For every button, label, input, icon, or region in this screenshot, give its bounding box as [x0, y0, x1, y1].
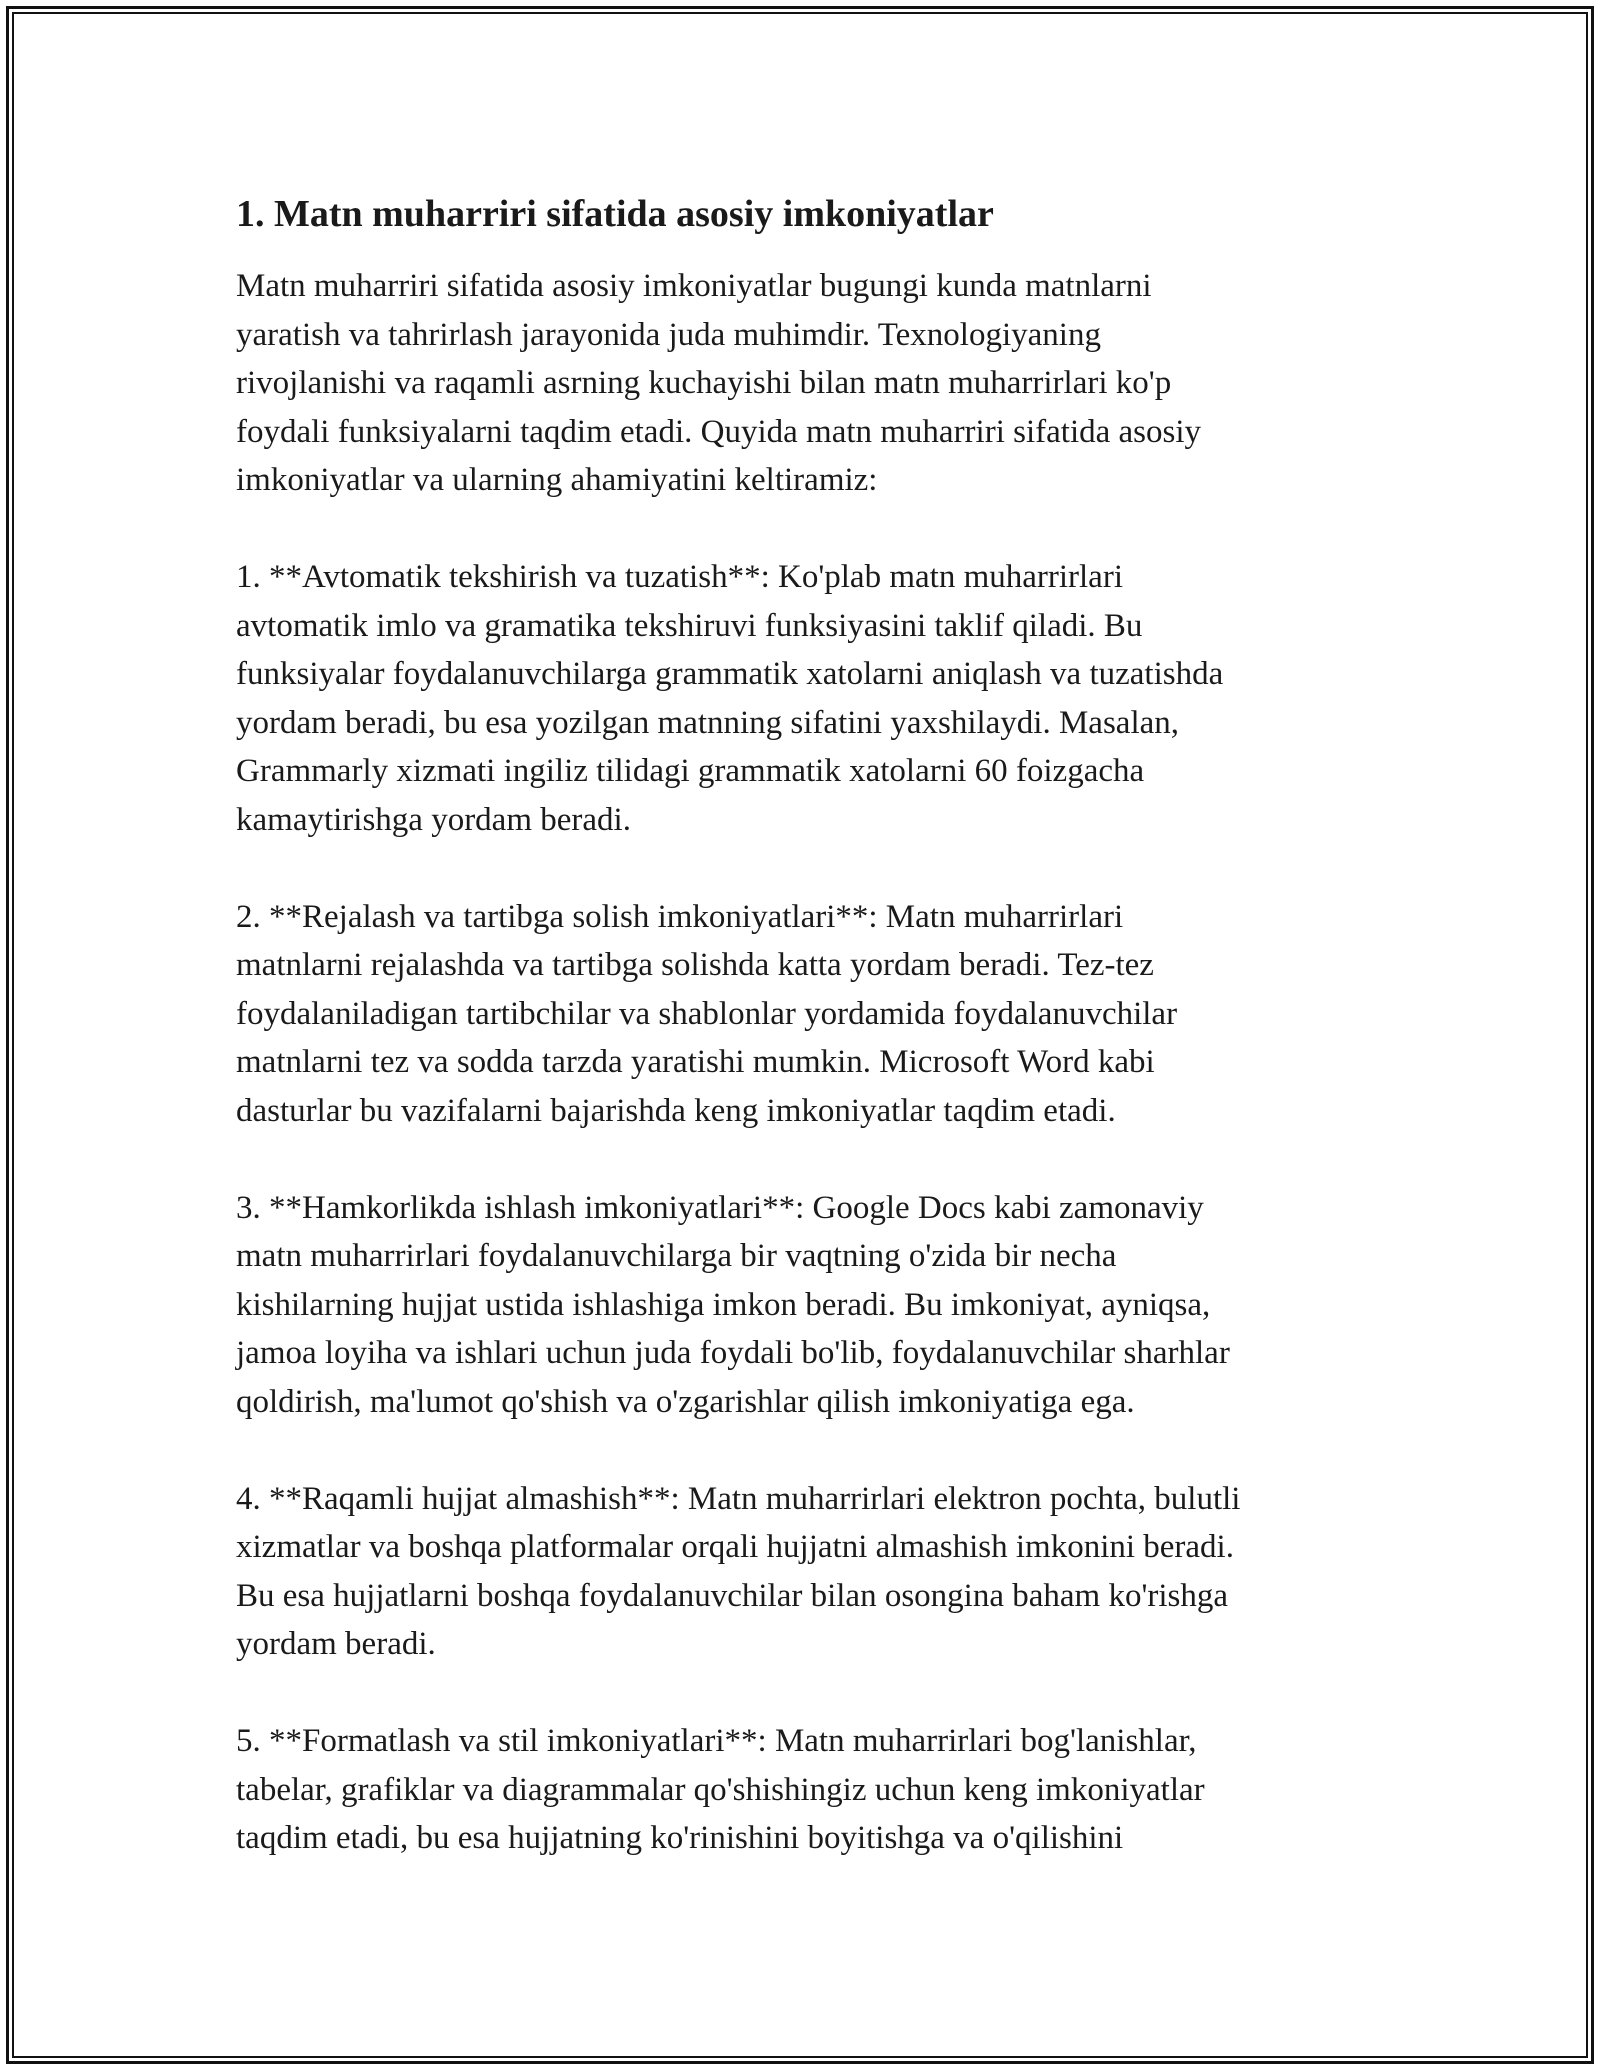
text-line: matnlarni rejalashda va tartibga solishda katta yordam beradi. Tez-tez — [236, 947, 1154, 983]
text-line: dasturlar bu vazifalarni bajarishda keng imkoniyatlar taqdim etadi. — [236, 1092, 1116, 1129]
text-line: 1. **Avtomatik tekshirish va tuzatish**: Ko'plab matn muharrirlari — [236, 559, 1123, 595]
document-body — [236, 188, 1366, 1863]
intro-paragraph — [236, 262, 1366, 505]
list-item-2 — [236, 893, 1366, 1136]
paragraph-gap — [236, 1669, 1366, 1718]
text-line: kamaytirishga yordam beradi. — [236, 801, 631, 838]
text-line: 3. **Hamkorlikda ishlash imkoniyatlari**: Google Docs kabi zamonaviy — [236, 1189, 1204, 1226]
text-line: jamoa loyiha va ishlari uchun juda foydali bo'lib, foydalanuvchilar sharhlar — [236, 1335, 1230, 1371]
list-item-1 — [236, 553, 1366, 844]
text-line: matnlarni tez va sodda tarzda yaratishi mumkin. Microsoft Word kabi — [236, 1044, 1155, 1080]
text-line: yordam beradi. — [236, 1626, 436, 1662]
text-line: foydalaniladigan tartibchilar va shablonlar yordamida foydalanuvchilar — [236, 995, 1178, 1032]
text-line: imkoniyatlar va ularning ahamiyatini keltiramiz: — [236, 462, 878, 498]
list-item-5 — [236, 1717, 1366, 1863]
list-item-4 — [236, 1475, 1366, 1669]
text-line: rivojlanishi va raqamli asrning kuchayishi bilan matn muharrirlari ko'p — [236, 365, 1172, 401]
paragraph-gap — [236, 505, 1366, 554]
text-line: 5. **Formatlash va stil imkoniyatlari**: Matn muharrirlari bog'lanishlar, — [236, 1723, 1197, 1759]
list-item-3 — [236, 1184, 1366, 1427]
paragraph-gap — [236, 844, 1366, 893]
paragraph-gap — [236, 1426, 1366, 1475]
text-line: taqdim etadi, bu esa hujjatning ko'rinishini boyitishga va o'qilishini — [236, 1820, 1124, 1856]
text-line: yaratish va tahrirlash jarayonida juda muhimdir. Texnologiyaning — [236, 316, 1101, 353]
text-line: kishilarning hujjat ustida ishlashiga imkon beradi. Bu imkoniyat, ayniqsa, — [236, 1286, 1211, 1323]
text-line: funksiyalar foydalanuvchilarga grammatik xatolarni aniqlash va tuzatishda — [236, 656, 1224, 692]
text-line: Bu esa hujjatlarni boshqa foydalanuvchilar bilan osongina baham ko'rishga — [236, 1577, 1229, 1614]
text-line: 4. **Raqamli hujjat almashish**: Matn muharrirlari elektron pochta, bulutli — [236, 1480, 1241, 1517]
text-line: qoldirish, ma'lumot qo'shish va o'zgarishlar qilish imkoniyatiga ega. — [236, 1383, 1135, 1420]
text-line: foydali funksiyalarni taqdim etadi. Quyida matn muharriri sifatida asosiy — [236, 413, 1202, 450]
paragraph-gap — [236, 1135, 1366, 1184]
text-line: matn muharrirlari foydalanuvchilarga bir vaqtning o'zida bir necha — [236, 1238, 1117, 1274]
section-heading: 1. Matn muharriri sifatida asosiy imkoniyatlar — [236, 193, 994, 235]
text-line: avtomatik imlo va gramatika tekshiruvi funksiyasini taklif qiladi. Bu — [236, 607, 1143, 644]
text-line: Grammarly xizmati ingiliz tilidagi grammatik xatolarni 60 foizgacha — [236, 753, 1145, 789]
text-line: 2. **Rejalash va tartibga solish imkoniyatlari**: Matn muharrirlari — [236, 898, 1124, 935]
text-line: Matn muharriri sifatida asosiy imkoniyatlar bugungi kunda matnlarni — [236, 268, 1152, 304]
text-line: xizmatlar va boshqa platformalar orqali hujjatni almashish imkonini beradi. — [236, 1529, 1234, 1565]
text-line: yordam beradi, bu esa yozilgan matnning sifatini yaxshilaydi. Masalan, — [236, 704, 1180, 741]
text-line: tabelar, grafiklar va diagrammalar qo'shishingiz uchun keng imkoniyatlar — [236, 1771, 1205, 1808]
